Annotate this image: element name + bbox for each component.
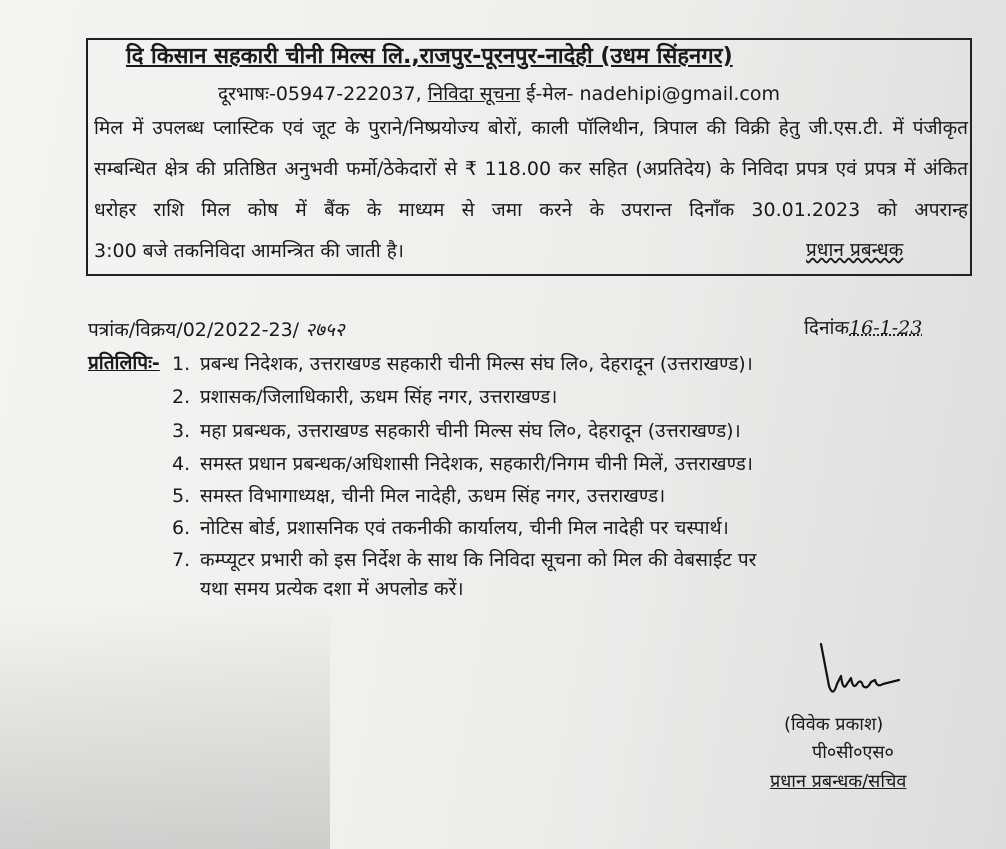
copy-item-text: महा प्रबन्धक, उत्तराखण्ड सहकारी चीनी मिल्स संघ लि०, देहरादून (उत्तराखण्ड)। <box>200 420 741 442</box>
copy-item <box>172 417 741 443</box>
signatory-service: पी०सी०एस० <box>812 742 894 763</box>
page-shadow <box>0 600 330 849</box>
copy-item <box>172 514 729 540</box>
copy-item <box>172 482 665 508</box>
signatory-name: (विवेक प्रकाश) <box>784 714 884 735</box>
copy-item <box>172 350 753 376</box>
copy-item-text: प्रशासक/जिलाधिकारी, ऊधम सिंह नगर, उत्तराखण्ड। <box>200 386 558 408</box>
date-label: दिनांक <box>804 317 850 339</box>
signatory-designation: प्रधान प्रबन्धक/सचिव <box>770 771 907 792</box>
date-line <box>804 314 922 340</box>
patrank-label: पत्रांक/विक्रय/02/2022-23/ <box>88 319 300 341</box>
reference-number <box>88 316 345 342</box>
copy-item-continuation <box>200 575 464 601</box>
copy-item-number: 4. <box>172 453 191 475</box>
copy-item-text: यथा समय प्रत्येक दशा में अपलोड करें। <box>200 578 464 600</box>
copy-item-text: प्रबन्ध निदेशक, उत्तराखण्ड सहकारी चीनी मिल्स संघ लि०, देहरादून (उत्तराखण्ड)। <box>200 353 753 375</box>
email-label: ई-मेल- nadehipi@gmail.com <box>526 83 780 105</box>
mill-title: दि किसान सहकारी चीनी मिल्स लि.,राजपुर-पूरनपुर-नादेही (उधम सिंहनगर) <box>126 44 733 69</box>
copy-item <box>172 383 557 409</box>
copy-item-number: 5. <box>172 485 191 507</box>
copy-item-text: नोटिस बोर्ड, प्रशासनिक एवं तकनीकी कार्यालय, चीनी मिल नादेही पर चस्पार्थ। <box>200 517 729 539</box>
date-handwritten: 16-1-23 <box>849 317 923 339</box>
copy-item-number: 7. <box>172 549 191 571</box>
copies-label: प्रतिलिपिः- <box>88 352 160 374</box>
copy-item <box>172 546 756 572</box>
copy-item-number: 1. <box>172 353 191 375</box>
copy-item-text: कम्प्यूटर प्रभारी को इस निर्देश के साथ कि निविदा सूचना को मिल की वेबसाईट पर <box>200 549 757 571</box>
copy-item-number: 2. <box>172 386 191 408</box>
notice-body-main: मिल में उपलब्ध प्लास्टिक एवं जूट के पुराने/निष्प्रयोज्य बोरों, काली पॉलिथीन, त्रिपाल की विक्री हेतु जी.एस.टी. में पंजीकृत सम्बन्धित क्षेत्र की प्रतिष्ठित अनुभवी फर्मो/ठेकेदारों से ₹ 118.00 कर सहित (अप्रतिदेय) के निविदा प्रपत्र एवं प्रपत्र में अंकित धरोहर राशि मिल कोष में बैंक के माध्यम से जमा करने के उपरान्त दिनाँक 30.01.2023 को अपरान्ह <box>94 117 968 221</box>
copy-item-number: 3. <box>172 420 191 442</box>
notice-signatory: प्रधान प्रबन्धक <box>806 239 904 261</box>
copy-item-number: 6. <box>172 517 191 539</box>
notice-body-last: 3:00 बजे तकनिविदा आमन्त्रित की जाती है। <box>94 240 405 262</box>
patrank-handwritten: २७५२ <box>305 319 345 341</box>
notice-label: निविदा सूचना <box>427 83 521 105</box>
copy-item-text: समस्त विभागाध्यक्ष, चीनी मिल नादेही, ऊधम सिंह नगर, उत्तराखण्ड। <box>200 485 666 507</box>
handwritten-signature <box>815 640 915 720</box>
copy-item <box>172 450 753 476</box>
contact-line <box>218 80 780 106</box>
copy-item-text: समस्त प्रधान प्रबन्धक/अधिशासी निदेशक, सहकारी/निगम चीनी मिलें, उत्तराखण्ड। <box>200 453 753 475</box>
phone-label: दूरभाषः-05947-222037, <box>218 83 422 105</box>
